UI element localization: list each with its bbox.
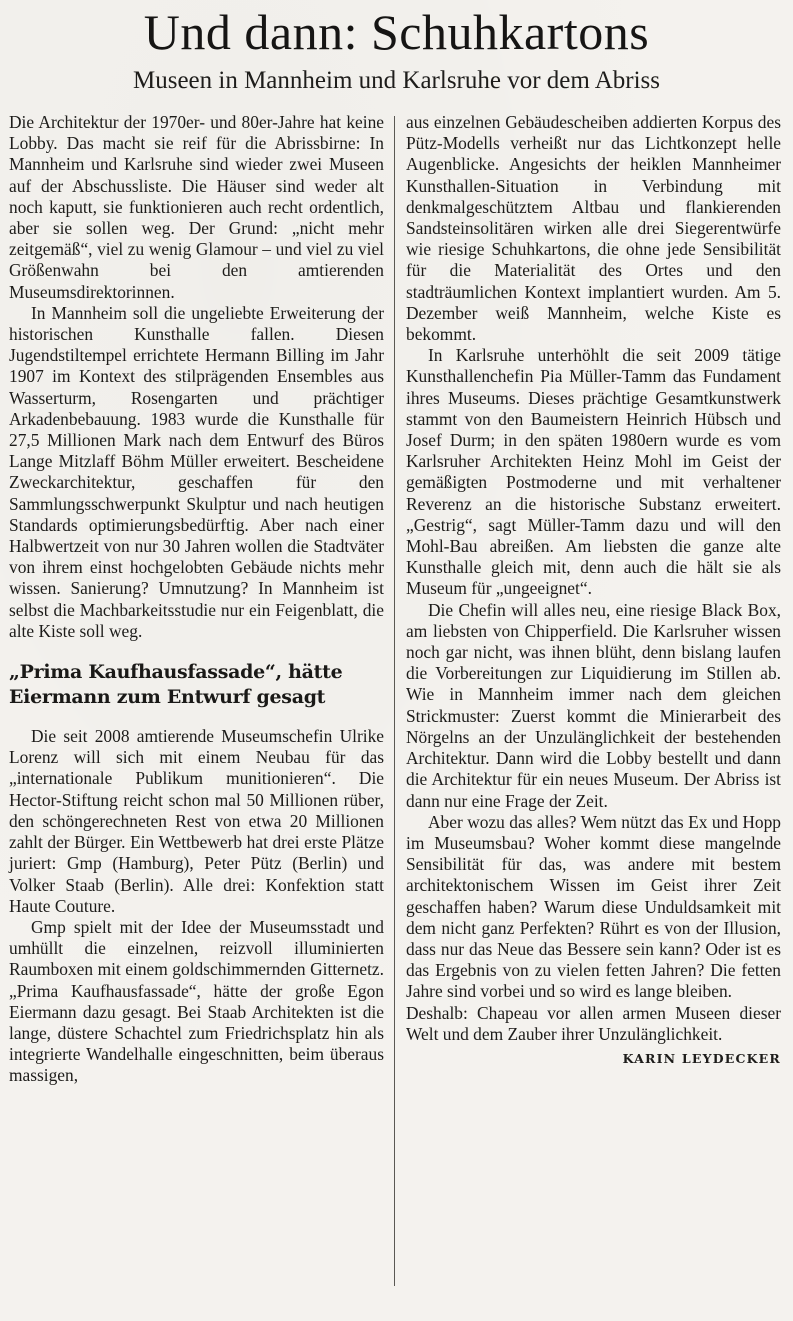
paragraph: In Karlsruhe unterhöhlt die seit 2009 tätige Kunsthallenchefin Pia Müller-Tamm das Fundament ihres Museums. Dieses prächtige Gesamtkunstwerk stammt von den Baumeistern Heinrich Hübsch und Josef Durm; in den späten 1980ern wurde es vom Karlsruher Architekten Heinz Mohl im Geist der gemäßigten Postmoderne und mit verhaltener Reverenz an die historische Substanz erweitert. „Gestrig“, sagt Müller-Tamm dazu und will den Mohl-Bau abreißen. Am liebsten die ganze alte Kunsthalle gleich mit, denn auch die hält sie als Museum für „ungeeignet“. [406, 345, 781, 599]
closing-text: Deshalb: Chapeau vor allen armen Museen dieser Welt und dem Zauber ihrer Unzulänglichkeit. [406, 1002, 781, 1044]
author-byline: KARIN LEYDECKER [622, 1050, 781, 1066]
right-column [406, 112, 781, 1069]
crosshead: „Prima Kaufhausfassade“, hätte Eiermann zum Entwurf gesagt [9, 661, 343, 709]
paragraph: Die seit 2008 amtierende Museumschefin Ulrike Lorenz will sich mit einem Neubau für das „internationale Publikum munitionieren“. Die Hector-Stiftung reicht schon mal 50 Millionen rüber, den schöngerechneten Rest von etwa 20 Millionen zahlt der Bürger. Ein Wettbewerb hat drei erste Plätze juriert: Gmp (Hamburg), Peter Pütz (Berlin) und Volker Staab (Berlin). Alle drei: Konfektion statt Haute Couture. [9, 726, 384, 916]
paragraph: Die Chefin will alles neu, eine riesige Black Box, am liebsten von Chipperfield. Die Karlsruher wissen noch gar nicht, was ihnen blüht, denn bislang laufen die Vorbereitungen zur Liquidierung im Stillen ab. Wie in Mannheim immer nach dem gleichen Strickmuster: Zuerst kommt die Minierarbeit des Nörgelns an der Unzulänglichkeit der bestehenden Architektur. Dann wird die Lobby bestellt und dann die Architektur für ein neues Museum. Der Abriss ist dann nur eine Frage der Zeit. [406, 599, 781, 811]
paragraph: Gmp spielt mit der Idee der Museumsstadt und umhüllt die einzelnen, reizvoll illuminierten Raumboxen mit einem goldschimmernden Gitternetz. „Prima Kaufhausfassade“, hätte der große Egon Eiermann dazu gesagt. Bei Staab Architekten ist die lange, düstere Schachtel zum Friedrichsplatz hin als integrierte Wandelhalle eingeschnitten, beim überaus massigen, [9, 916, 384, 1086]
paragraph: aus einzelnen Gebäudescheiben addierten Korpus des Pütz-Modells verheißt nur das Lichtkonzept helle Augenblicke. Angesichts der heiklen Mannheimer Kunsthallen-Situation in Verbindung mit denkmalgeschütztem Altbau und flankierenden Sandsteinsolitären wirken alle drei Siegerentwürfe wie riesige Schuhkartons, die ohne jede Sensibilität für die Materialität des Ortes und den stadträumlichen Kontext implantiert wurden. Am 5. Dezember weiß Mannheim, welche Kiste es bekommt. [406, 112, 781, 345]
paragraph: Aber wozu das alles? Wem nützt das Ex und Hopp im Museumsbau? Woher kommt diese mangelnde Sensibilität für das, was andere mit bestem architektonischem Wissen im Geist ihrer Zeit geschaffen haben? Warum diese Unduldsamkeit mit dem nicht ganz Perfekten? Rührt es von der Illusion, dass nur das Neue das Bessere sein kann? Oder ist es das Ergebnis von zu vielen fetten Jahren? Die fetten Jahre sind vorbei und so wird es lange bleiben. [406, 811, 781, 1002]
paragraph: In Mannheim soll die ungeliebte Erweiterung der historischen Kunsthalle fallen. Diesen Jugendstiltempel errichtete Hermann Billing im Jahr 1907 im Kontext des stilprägenden Ensembles aus Wasserturm, Rosengarten und prächtiger Arkadenbebauung. 1983 wurde die Kunsthalle für 27,5 Millionen Mark nach dem Entwurf des Büros Lange Mitzlaff Böhm Müller erweitert. Bescheidene Zweckarchitektur, geschaffen für den Sammlungsschwerpunkt Skulptur und nach heutigen Standards optimierungsbedürftig. Aber nach einer Halbwertzeit von nur 30 Jahren wollen die Stadtväter von ihrem einst hochgelobten Gebäude nichts mehr wissen. Sanierung? Umnutzung? In Mannheim ist selbst die Machbarkeitsstudie nur ein Feigenblatt, die alte Kiste soll weg. [9, 302, 384, 641]
headline: Und dann: Schuhkartons [143, 4, 650, 60]
paragraph: Die Architektur der 1970er- und 80er-Jahre hat keine Lobby. Das macht sie reif für die Abrissbirne: In Mannheim und Karlsruhe sind wieder zwei Museen auf der Abschussliste. Die Häuser sind weder alt noch kaputt, sie funktionieren auch recht ordentlich, aber sie sollen weg. Der Grund: „nicht mehr zeitgemäß“, viel zu wenig Glamour – und viel zu viel Größenwahn bei den amtierenden Museumsdirektorinnen. [9, 112, 384, 302]
subheadline: Museen in Mannheim und Karlsruhe vor dem Abriss [132, 67, 660, 94]
column-divider [394, 116, 395, 1286]
left-column [9, 112, 384, 1087]
closing-paragraph [406, 1002, 781, 1066]
